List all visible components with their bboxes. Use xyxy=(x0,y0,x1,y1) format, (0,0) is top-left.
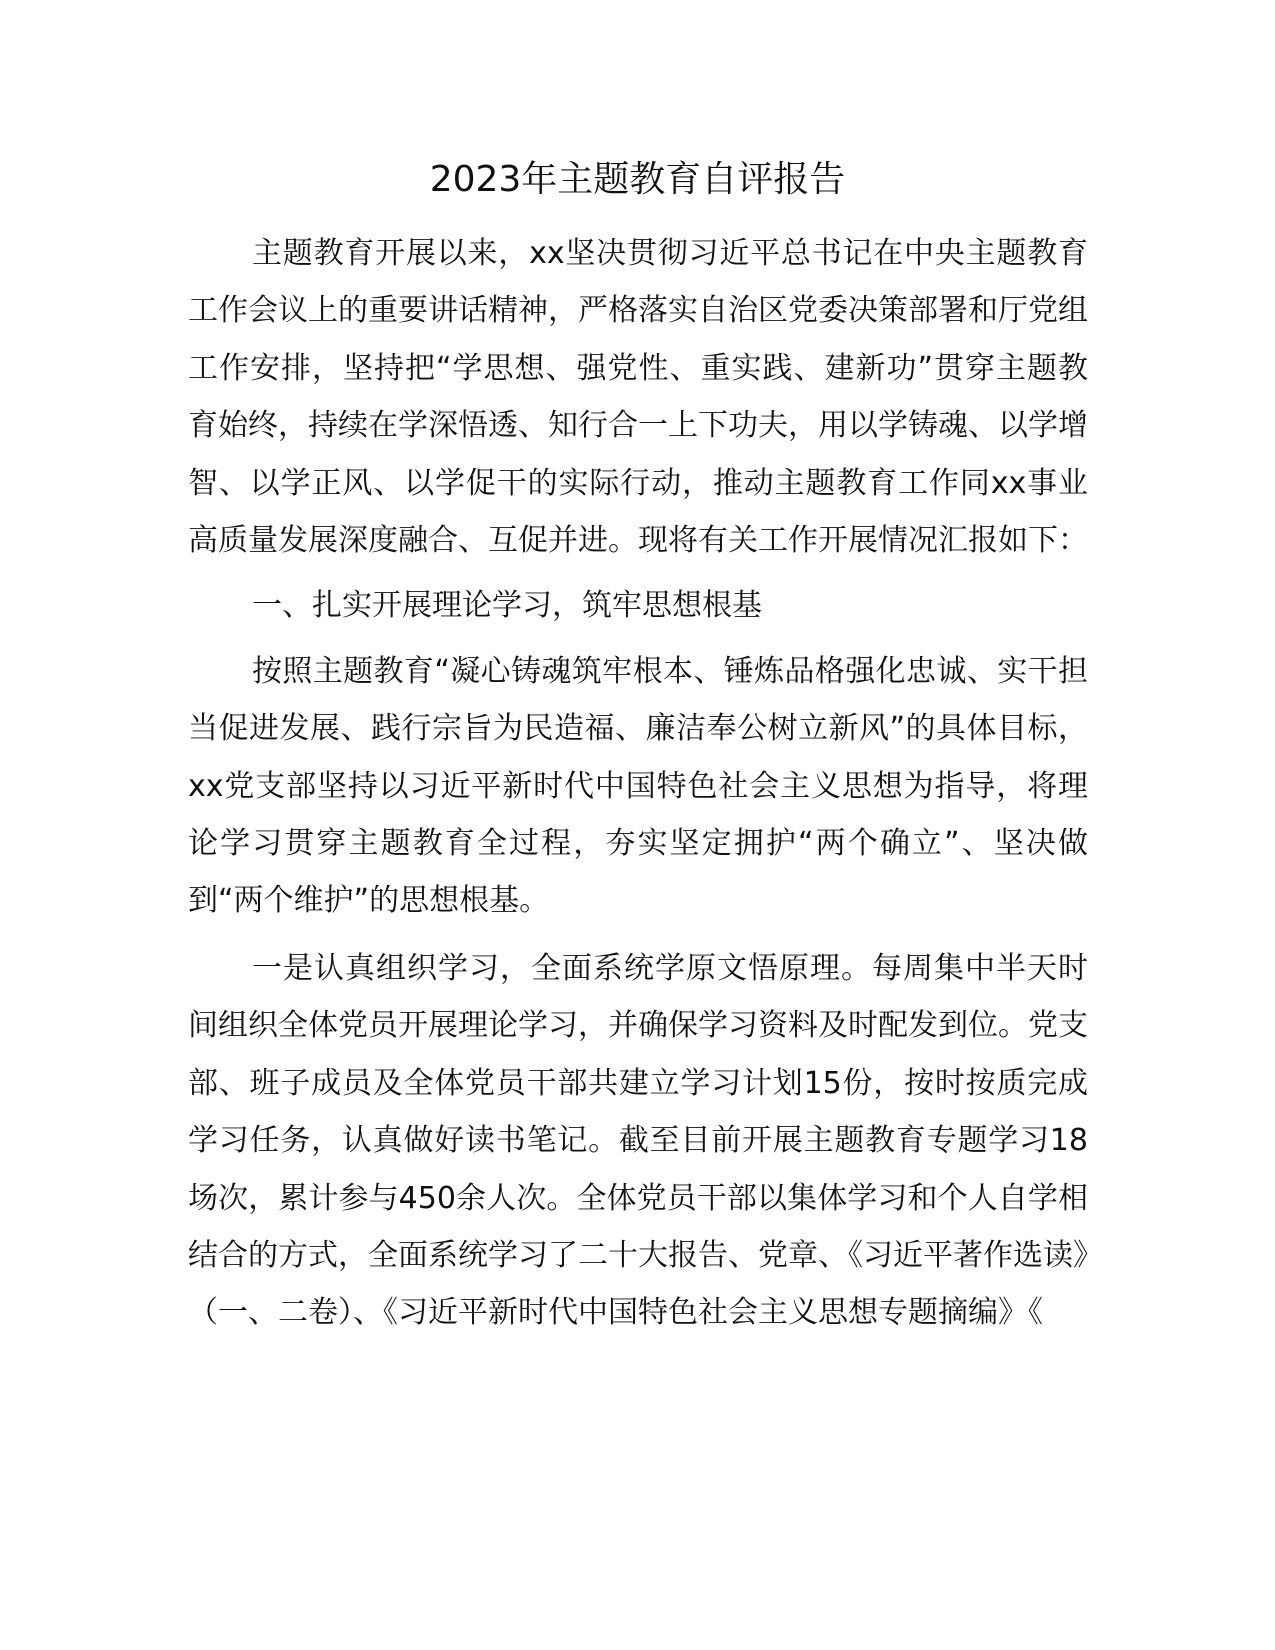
section-heading-1: 一、扎实开展理论学习，筑牢思想根基 xyxy=(252,588,762,624)
page-title: 2023年主题教育自评报告 xyxy=(429,159,846,200)
study-paragraph: 一是认真组织学习，全面系统学原文悟原理。每周集中半天时间组织全体党员开展理论学习，并确保学习资料及时配发到位。党支部、班子成员及全体党员干部共建立学习计划15份，按时按质完成学习任务，认真做好读书笔记。截至目前开展主题教育专题学习18场次，累计参与450余人次。全体党员干部以集体学习和个人自学相结合的方式，全面系统学习了二十大报告、党章、《习近平著作选读》（一、二卷）、《习近平新时代中国特色社会主义思想专题摘编》《 xyxy=(188,950,1088,1331)
section-1-paragraph: 按照主题教育“凝心铸魂筑牢根本、锤炼品格强化忠诚、实干担当促进发展、践行宗旨为民造福、廉洁奉公树立新风”的具体目标，xx党支部坚持以习近平新时代中国特色社会主义思想为指导，将理论学习贯穿主题教育全过程，夯实坚定拥护“两个确立”、坚决做到“两个维护”的思想根基。 xyxy=(188,653,1088,919)
intro-paragraph: 主题教育开展以来，xx坚决贯彻习近平总书记在中央主题教育工作会议上的重要讲话精神，严格落实自治区党委决策部署和厅党组工作安排，坚持把“学思想、强党性、重实践、建新功”贯穿主题教育始终，持续在学深悟透、知行合一上下功夫，用以学铸魂、以学增智、以学正风、以学促干的实际行动，推动主题教育工作同xx事业高质量发展深度融合、互促并进。现将有关工作开展情况汇报如下： xyxy=(188,236,1088,559)
document-body xyxy=(188,225,1088,1342)
